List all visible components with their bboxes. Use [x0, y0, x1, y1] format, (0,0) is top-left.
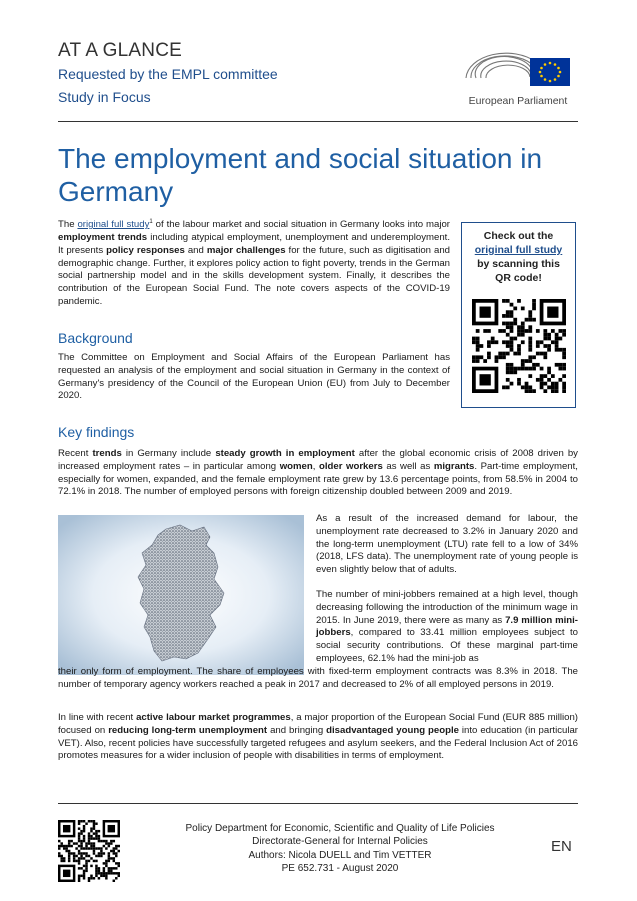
findings-paragraph-3b: their only form of employment. The share of employees with fixed-term employment contracts was 8.3% in 2018. The number of temporary agency workers reached a peak in 2017 and decreased to 2% of all employed persons in 2019.: [58, 666, 578, 690]
footer-directorate: Directorate-General for Internal Policies: [252, 836, 428, 848]
footer-authors: Authors: Nicola DUELL and Tim VETTER: [248, 849, 432, 861]
findings-paragraph-1: Recent trends in Germany include steady growth in employment after the global economic crisis of 2008 driven by increased employment rates – in particular among women, older workers as well as migrants. Part-time employment, especially for women, expanded, and the female employment rate grew by 13.6 percentage points, from 58.5% in 2004 to 72.1% in 2018. The number of employed persons with foreign citizenship doubled between 2009 and 2019.: [58, 448, 578, 498]
background-paragraph: The Committee on Employment and Social Affairs of the European Parliament has requested an analysis of the employment and social situation in Germany in the context of Germany's presidency of the Council of the European Union (EU) from July to December 2020.: [58, 352, 450, 402]
footer-reference: PE 652.731 - August 2020: [281, 862, 399, 874]
header-divider: [58, 121, 578, 122]
header-label: AT A GLANCE: [58, 40, 182, 61]
european-parliament-name: European Parliament: [468, 95, 568, 107]
header-type: Study in Focus: [58, 89, 151, 105]
intro-paragraph: The original full study$^1$ of the labour market and social situation in Germany looks into major employment trends including atypical employment, unemployment and underemployment. It presents policy responses and major challenges for the future, such as digitisation and demographic change. Further, it explores policy action to fight poverty, trends in the German social partnership model and in the skills development system. Finally, it describes the contribution of the European Social Fund. The note covers aspects of the COVID-19 pandemic.: [58, 219, 451, 307]
germany-map-image: [58, 515, 304, 675]
key-findings-heading: Key findings: [58, 424, 135, 440]
findings-paragraph-3a: The number of mini-jobbers remained at a high level, though decreasing following the introduction of the minimum wage in 2015. In June 2019, there were as many as 7.9 million mini-jobbers, compared to 33.41 million employees subject to social security contributions. Of these marginal part-time employees, 62.1% had the mini-job as: [316, 589, 578, 664]
header-requested: Requested by the EMPL committee: [58, 66, 278, 82]
page-title: The employment and social situation in Germany: [58, 143, 543, 207]
full-study-link[interactable]: original full study: [77, 219, 150, 231]
background-heading: Background: [58, 330, 133, 346]
footer-qr-code-icon[interactable]: [58, 820, 120, 882]
language-code: EN: [551, 838, 572, 855]
qr-callout-line1: Check out the: [483, 230, 554, 242]
footer-divider: [58, 803, 578, 804]
qr-callout-line2: by scanning this: [477, 258, 560, 270]
qr-callout-line3: QR code!: [495, 272, 542, 284]
findings-paragraph-4: In line with recent active labour market programmes, a major proportion of the European Social Fund (EUR 885 million) focused on reducing long-term unemployment and bringing disadvantaged young people into education (in particular VET). Also, recent policies have successfully targeted refugees and asylum seekers, and the Federal Inclusion Act of 2016 promotes measures for a wider inclusion of people with disabilities in terms of employment.: [58, 712, 579, 762]
footer-text: [140, 822, 540, 875]
findings-paragraph-2: As a result of the increased demand for labour, the unemployment rate decreased to 3.2% in January 2020 and the long-term unemployment (LTU) rate fell to a low of 34% (2018, LFS data). The unemployment rate of young people is even slightly below that of adults.: [316, 513, 578, 576]
qr-full-study-link[interactable]: original full study: [474, 244, 563, 256]
footer-department: Policy Department for Economic, Scientific and Quality of Life Policies: [185, 823, 495, 834]
qr-callout-box: [461, 222, 576, 408]
qr-code-icon[interactable]: [472, 299, 566, 393]
